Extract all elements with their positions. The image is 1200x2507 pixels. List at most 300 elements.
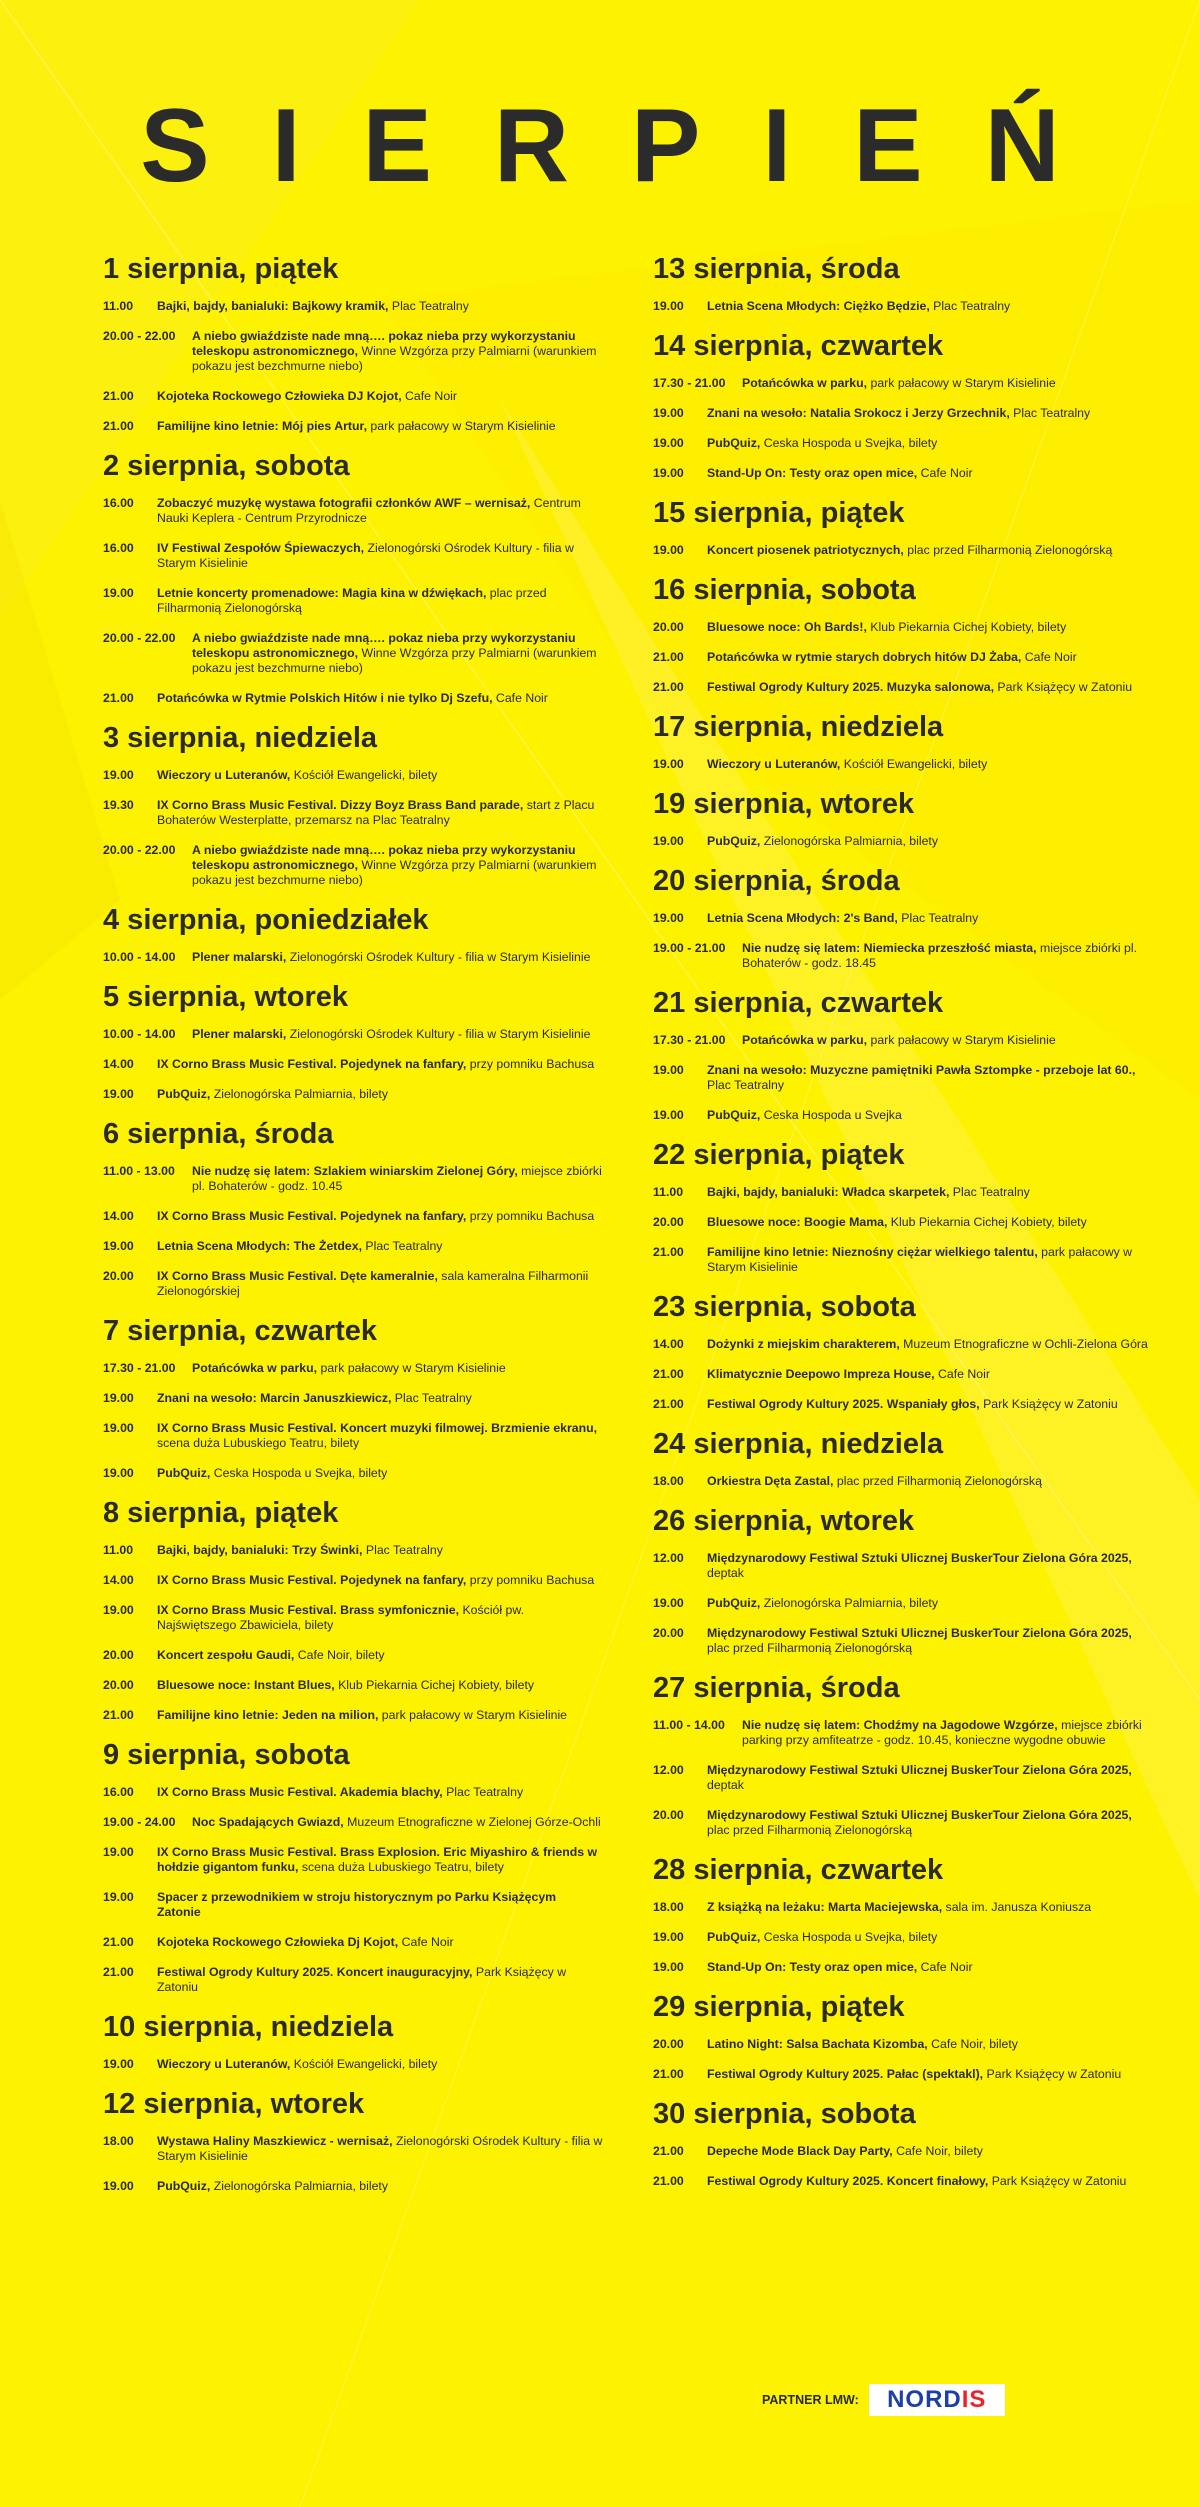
event-time: 19.00 (653, 406, 684, 420)
event-row (653, 406, 1153, 421)
event-row (653, 1900, 1153, 1915)
event-row (653, 620, 1153, 635)
event-venue: scena duża Lubuskiego Teatru, bilety (157, 1436, 360, 1450)
day-block (653, 1853, 1153, 1975)
event-venue: park pałacowy w Starym Kisielinie (378, 1708, 568, 1722)
event-description (157, 768, 603, 783)
event-venue: Zielonogórski Ośrodek Kultury - filia w Starym Kisielinie (286, 950, 591, 964)
event-time: 21.00 (653, 650, 684, 664)
event-title: IV Festiwal Zespołów Śpiewaczych, (157, 541, 365, 555)
event-description (157, 1391, 603, 1406)
event-row (103, 2134, 603, 2164)
event-row (103, 1543, 603, 1558)
event-time: 19.00 (653, 543, 684, 557)
event-description (707, 2144, 1153, 2159)
event-time: 18.00 (653, 1900, 684, 1914)
day-block (103, 2010, 603, 2072)
event-row (103, 1785, 603, 1800)
event-venue: Park Książęcy w Zatoniu (983, 2067, 1122, 2081)
event-time: 18.00 (103, 2134, 134, 2148)
event-description (707, 543, 1153, 558)
event-title: Letnia Scena Młodych: 2's Band, (707, 911, 898, 925)
day-block (653, 864, 1153, 971)
event-venue: Cafe Noir (917, 466, 973, 480)
event-row (103, 329, 603, 374)
event-venue: plac przed Filharmonią Zielonogórską (157, 586, 547, 615)
event-title: Festiwal Ogrody Kultury 2025. Koncert inauguracyjny, (157, 1965, 473, 1979)
event-time: 19.00 (653, 911, 684, 925)
event-time: 11.00 - 14.00 (653, 1718, 725, 1732)
partner-section (762, 2384, 1005, 2416)
event-venue: start z Placu Bohaterów Westerplatte, przemarsz na Plac Teatralny (157, 798, 595, 827)
partner-label: PARTNER LMW: (762, 2393, 859, 2407)
event-title: Znani na wesoło: Natalia Srokocz i Jerzy Grzechnik, (707, 406, 1010, 420)
event-row (103, 1269, 603, 1299)
event-venue: park pałacowy w Starym Kisielinie (367, 419, 556, 433)
event-time: 19.00 (653, 1596, 684, 1610)
event-venue: Cafe Noir (1021, 650, 1077, 664)
event-description (157, 2179, 603, 2194)
event-row (653, 941, 1153, 971)
event-description (157, 1708, 603, 1723)
event-row (653, 2067, 1153, 2082)
event-venue: Ceska Hospoda u Svejka, bilety (210, 1466, 388, 1480)
event-venue: park pałacowy w Starym Kisielinie (707, 1245, 1133, 1274)
event-venue: Plac Teatralny (391, 1391, 472, 1405)
event-row (103, 541, 603, 571)
event-row (103, 2179, 603, 2194)
event-time: 19.00 (103, 1603, 134, 1617)
event-row (653, 1474, 1153, 1489)
event-title: Międzynarodowy Festiwal Sztuki Ulicznej BuskerTour Zielona Góra 2025, (707, 1808, 1132, 1822)
event-venue: Plac Teatralny (388, 299, 469, 313)
event-description (707, 436, 1153, 451)
event-row (653, 1808, 1153, 1838)
event-time: 19.00 (653, 1930, 684, 1944)
event-time: 21.00 (103, 389, 134, 403)
event-title: PubQuiz, (157, 1087, 211, 1101)
event-row (653, 1930, 1153, 1945)
event-row (103, 843, 603, 888)
event-description (157, 1421, 603, 1451)
event-title: Międzynarodowy Festiwal Sztuki Ulicznej BuskerTour Zielona Góra 2025, (707, 1551, 1132, 1565)
event-time: 20.00 (653, 1215, 684, 1229)
event-description (707, 1367, 1153, 1382)
event-row (103, 1890, 603, 1920)
event-title: A niebo gwiaździste nade mną…. pokaz nieba przy wykorzystaniu teleskopu astronomicznego, (192, 329, 576, 358)
event-time: 14.00 (103, 1573, 134, 1587)
event-description (192, 1027, 603, 1042)
event-title: Koncert piosenek patriotycznych, (707, 543, 904, 557)
event-row (103, 1935, 603, 1950)
event-venue: Zielonogórski Ośrodek Kultury - filia w Starym Kisielinie (157, 2134, 603, 2163)
day-heading: 1 sierpnia, piątek (103, 253, 339, 285)
event-time: 19.00 (103, 1421, 134, 1435)
event-description (192, 1815, 603, 1830)
event-venue: Plac Teatralny (362, 1543, 443, 1557)
event-time: 17.30 - 21.00 (103, 1361, 176, 1375)
event-title: IX Corno Brass Music Festival. Brass symfonicznie, (157, 1603, 460, 1617)
event-description (707, 1626, 1153, 1656)
event-title: Bluesowe noce: Oh Bards!, (707, 620, 867, 634)
event-time: 20.00 (653, 620, 684, 634)
event-venue: Zielonogórski Ośrodek Kultury - filia w Starym Kisielinie (286, 1027, 591, 1041)
event-row (103, 419, 603, 434)
day-block (653, 710, 1153, 772)
event-title: PubQuiz, (707, 1930, 761, 1944)
event-time: 19.00 (653, 1063, 684, 1077)
day-block (103, 903, 603, 965)
event-title: Festiwal Ogrody Kultury 2025. Koncert finałowy, (707, 2174, 989, 2188)
event-title: Bajki, bajdy, banialuki: Trzy Świnki, (157, 1543, 363, 1557)
event-venue: scena duża Lubuskiego Teatru, bilety (298, 1860, 504, 1874)
day-heading: 9 sierpnia, sobota (103, 1739, 350, 1771)
event-title: Plener malarski, (192, 950, 287, 964)
day-heading: 21 sierpnia, czwartek (653, 987, 944, 1019)
event-title: Orkiestra Dęta Zastal, (707, 1474, 834, 1488)
event-description (157, 496, 603, 526)
event-time: 19.00 (103, 1466, 134, 1480)
event-row (653, 1337, 1153, 1352)
event-description (192, 1164, 603, 1194)
event-description (707, 2037, 1153, 2052)
event-title: Potańcówka w rytmie starych dobrych hitów DJ Żaba, (707, 650, 1022, 664)
event-time: 14.00 (103, 1209, 134, 1223)
event-title: PubQuiz, (707, 834, 761, 848)
event-description (157, 1087, 603, 1102)
event-venue: Cafe Noir, bilety (294, 1648, 385, 1662)
event-title: A niebo gwiaździste nade mną…. pokaz nieba przy wykorzystaniu teleskopu astronomicznego, (192, 631, 576, 660)
event-venue: Kościół Ewangelicki, bilety (840, 757, 988, 771)
event-title: Bajki, bajdy, banialuki: Bajkowy kramik, (157, 299, 389, 313)
event-time: 12.00 (653, 1551, 684, 1565)
day-heading: 20 sierpnia, środa (653, 865, 900, 897)
event-row (653, 1551, 1153, 1581)
event-time: 19.00 (653, 834, 684, 848)
event-description (157, 419, 603, 434)
event-title: Kojoteka Rockowego Człowieka DJ Kojot, (157, 389, 402, 403)
event-time: 11.00 (103, 299, 134, 313)
event-time: 21.00 (103, 419, 134, 433)
event-venue: Plac Teatralny (949, 1185, 1030, 1199)
event-venue: Plac Teatralny (897, 911, 979, 925)
event-venue: Cafe Noir (401, 389, 457, 403)
event-time: 19.00 (103, 1845, 134, 1859)
event-venue: park pałacowy w Starym Kisielinie (317, 1361, 506, 1375)
event-time: 21.00 (103, 1965, 134, 1979)
event-time: 16.00 (103, 1785, 134, 1799)
event-title: Latino Night: Salsa Bachata Kizomba, (707, 2037, 928, 2051)
event-row (653, 1596, 1153, 1611)
event-title: Festiwal Ogrody Kultury 2025. Muzyka salonowa, (707, 680, 995, 694)
event-description (157, 691, 603, 706)
event-time: 19.00 (653, 299, 684, 313)
event-title: IX Corno Brass Music Festival. Pojedynek na fanfary, (157, 1209, 467, 1223)
event-description (707, 834, 1153, 849)
event-row (103, 299, 603, 314)
event-row (653, 2174, 1153, 2189)
day-block (653, 1504, 1153, 1656)
day-block (653, 2097, 1153, 2189)
event-time: 20.00 (653, 1808, 684, 1822)
day-heading: 3 sierpnia, niedziela (103, 722, 377, 754)
event-description (707, 2067, 1153, 2082)
event-description (192, 950, 603, 965)
event-description (192, 329, 603, 374)
event-venue: plac przed Filharmonią Zielonogórską (903, 543, 1113, 557)
event-description (157, 299, 603, 314)
event-time: 20.00 - 22.00 (103, 843, 176, 857)
event-row (653, 680, 1153, 695)
event-description (157, 586, 603, 616)
day-block (653, 1671, 1153, 1838)
event-description (707, 680, 1153, 695)
event-row (103, 1027, 603, 1042)
event-row (653, 2144, 1153, 2159)
day-block (653, 329, 1153, 481)
event-venue: Plac Teatralny (707, 1078, 785, 1092)
day-block (103, 449, 603, 706)
day-heading: 4 sierpnia, poniedziałek (103, 904, 429, 936)
day-block (103, 1496, 603, 1723)
event-venue: Cafe Noir (398, 1935, 454, 1949)
event-row (653, 543, 1153, 558)
event-time: 14.00 (103, 1057, 134, 1071)
event-row (103, 1466, 603, 1481)
event-time: 11.00 - 13.00 (103, 1164, 175, 1178)
event-venue: Zielonogórski Ośrodek Kultury - filia w Starym Kisielinie (157, 541, 574, 570)
day-block (653, 1138, 1153, 1275)
event-venue: Park Książęcy w Zatoniu (994, 680, 1133, 694)
page-title: SIERPIEŃ (140, 88, 1122, 204)
event-title: Dożynki z miejskim charakterem, (707, 1337, 900, 1351)
event-title: Koncert zespołu Gaudi, (157, 1648, 295, 1662)
event-description (157, 1890, 603, 1920)
event-title: Wieczory u Luteranów, (157, 768, 291, 782)
event-description (157, 541, 603, 571)
day-heading: 19 sierpnia, wtorek (653, 788, 915, 820)
event-row (653, 1063, 1153, 1093)
event-description (157, 1209, 603, 1224)
event-venue: deptak (707, 1778, 744, 1792)
event-time: 20.00 (653, 1626, 684, 1640)
event-row (103, 1057, 603, 1072)
event-time: 19.00 - 24.00 (103, 1815, 176, 1829)
event-time: 20.00 - 22.00 (103, 631, 176, 645)
event-row (103, 1965, 603, 1995)
event-description (707, 1930, 1153, 1945)
day-heading: 30 sierpnia, sobota (653, 2098, 916, 2130)
day-heading: 15 sierpnia, piątek (653, 497, 905, 529)
day-block (653, 496, 1153, 558)
event-venue: Centrum Nauki Keplera - Centrum Przyrodnicze (157, 496, 581, 525)
event-title: Familijne kino letnie: Mój pies Artur, (157, 419, 367, 433)
event-description (157, 1057, 603, 1072)
event-description (157, 2057, 603, 2072)
event-venue: Cafe Noir, bilety (892, 2144, 983, 2158)
event-title: Wieczory u Luteranów, (707, 757, 841, 771)
event-description (742, 941, 1153, 971)
day-heading: 13 sierpnia, środa (653, 253, 900, 285)
day-block (653, 1990, 1153, 2082)
event-venue: deptak (707, 1566, 744, 1580)
event-description (157, 1239, 603, 1254)
event-description (157, 1965, 603, 1995)
event-row (653, 1397, 1153, 1412)
event-row (103, 798, 603, 828)
event-description (157, 1845, 603, 1875)
event-venue: Ceska Hospoda u Svejka, bilety (760, 436, 938, 450)
event-description (707, 1596, 1153, 1611)
event-time: 21.00 (653, 1245, 684, 1259)
event-title: Bluesowe noce: Instant Blues, (157, 1678, 335, 1692)
event-time: 19.00 (103, 1391, 134, 1405)
event-row (653, 834, 1153, 849)
event-description (707, 299, 1153, 314)
event-row (103, 2057, 603, 2072)
event-time: 19.30 (103, 798, 134, 812)
day-heading: 16 sierpnia, sobota (653, 574, 916, 606)
event-time: 19.00 (103, 768, 134, 782)
event-description (707, 1215, 1153, 1230)
event-description (707, 1474, 1153, 1489)
event-row (653, 757, 1153, 772)
event-time: 10.00 - 14.00 (103, 1027, 176, 1041)
event-description (192, 1361, 603, 1376)
day-block (653, 252, 1153, 314)
event-description (707, 1108, 1153, 1123)
event-row (103, 1603, 603, 1633)
event-title: Festiwal Ogrody Kultury 2025. Wspaniały głos, (707, 1397, 980, 1411)
event-row (653, 1108, 1153, 1123)
event-description (157, 1678, 603, 1693)
event-venue: plac przed Filharmonią Zielonogórską (707, 1823, 913, 1837)
event-time: 21.00 (103, 1935, 134, 1949)
event-row (103, 1815, 603, 1830)
event-venue: Klub Piekarnia Cichej Kobiety, bilety (887, 1215, 1087, 1229)
day-heading: 29 sierpnia, piątek (653, 1991, 905, 2023)
event-row (103, 1164, 603, 1194)
nordis-logo (869, 2384, 1005, 2416)
event-venue: Park Książęcy w Zatoniu (157, 1965, 567, 1994)
event-venue: Winne Wzgórza przy Palmiarni (warunkiem pokazu jest bezchmurne niebo) (192, 646, 597, 675)
day-heading: 22 sierpnia, piątek (653, 1139, 905, 1171)
event-time: 19.00 (653, 436, 684, 450)
event-time: 19.00 (653, 1960, 684, 1974)
event-venue: park pałacowy w Starym Kisielinie (867, 376, 1056, 390)
event-row (653, 1245, 1153, 1275)
event-title: Noc Spadających Gwiazd, (192, 1815, 344, 1829)
day-block (653, 986, 1153, 1123)
event-title: Familijne kino letnie: Nieznośny ciężar wielkiego talentu, (707, 1245, 1038, 1259)
event-row (103, 1845, 603, 1875)
day-heading: 8 sierpnia, piątek (103, 1497, 339, 1529)
event-time: 20.00 (653, 2037, 684, 2051)
event-row (653, 650, 1153, 665)
event-description (707, 650, 1153, 665)
event-row (103, 1421, 603, 1451)
event-time: 20.00 (103, 1269, 134, 1283)
event-row (653, 1185, 1153, 1200)
event-description (707, 1808, 1153, 1838)
event-time: 12.00 (653, 1763, 684, 1777)
event-title: PubQuiz, (707, 436, 761, 450)
event-title: Bajki, bajdy, banialuki: Władca skarpetek, (707, 1185, 950, 1199)
event-description (707, 1063, 1153, 1093)
event-venue: Winne Wzgórza przy Palmiarni (warunkiem pokazu jest bezchmurne niebo) (192, 858, 597, 887)
event-venue: Zielonogórska Palmiarnia, bilety (210, 1087, 389, 1101)
day-block (653, 787, 1153, 849)
event-description (707, 620, 1153, 635)
event-venue: przy pomniku Bachusa (466, 1209, 595, 1223)
event-description (192, 843, 603, 888)
event-title: Letnia Scena Młodych: The Żetdex, (157, 1239, 362, 1253)
day-block (103, 721, 603, 888)
event-time: 17.30 - 21.00 (653, 1033, 726, 1047)
event-time: 20.00 (103, 1648, 134, 1662)
event-description (157, 1543, 603, 1558)
event-title: IX Corno Brass Music Festival. Brass Explosion. Eric Miyashiro & friends w hołdzie gigantom funku, (157, 1845, 598, 1874)
event-venue: Zielonogórska Palmiarnia, bilety (760, 834, 939, 848)
event-title: Depeche Mode Black Day Party, (707, 2144, 893, 2158)
event-title: Międzynarodowy Festiwal Sztuki Ulicznej BuskerTour Zielona Góra 2025, (707, 1626, 1132, 1640)
event-description (157, 389, 603, 404)
event-row (103, 1678, 603, 1693)
event-title: Kojoteka Rockowego Człowieka Dj Kojot, (157, 1935, 399, 1949)
event-venue: Klub Piekarnia Cichej Kobiety, bilety (334, 1678, 535, 1692)
day-heading: 12 sierpnia, wtorek (103, 2088, 365, 2120)
event-venue: Cafe Noir, bilety (927, 2037, 1018, 2051)
event-venue: Kościół Ewangelicki, bilety (290, 2057, 438, 2071)
event-venue: przy pomniku Bachusa (466, 1057, 595, 1071)
event-title: IX Corno Brass Music Festival. Pojedynek na fanfary, (157, 1573, 467, 1587)
event-time: 21.00 (653, 1367, 684, 1381)
event-title: Spacer z przewodnikiem w stroju historycznym po Parku Książęcym Zatonie (157, 1890, 557, 1919)
event-description (742, 1033, 1153, 1048)
day-block (103, 1314, 603, 1481)
event-description (707, 1185, 1153, 1200)
event-description (707, 1960, 1153, 1975)
event-description (707, 466, 1153, 481)
event-title: Letnie koncerty promenadowe: Magia kina w dźwiękach, (157, 586, 487, 600)
event-time: 21.00 (103, 691, 134, 705)
event-venue: plac przed Filharmonią Zielonogórską (707, 1641, 913, 1655)
event-venue: park pałacowy w Starym Kisielinie (867, 1033, 1056, 1047)
event-row (103, 1239, 603, 1254)
day-block (103, 1117, 603, 1299)
day-heading: 7 sierpnia, czwartek (103, 1315, 378, 1347)
event-title: IX Corno Brass Music Festival. Dęte kameralnie, (157, 1269, 438, 1283)
event-venue: sala im. Janusza Koniusza (942, 1900, 1092, 1914)
event-venue: Cafe Noir (492, 691, 548, 705)
day-block (103, 252, 603, 434)
day-block (653, 573, 1153, 695)
day-heading: 28 sierpnia, czwartek (653, 1854, 944, 1886)
event-description (157, 1573, 603, 1588)
event-time: 21.00 (653, 680, 684, 694)
event-time: 21.00 (103, 1708, 134, 1722)
day-block (653, 1427, 1153, 1489)
day-heading: 6 sierpnia, środa (103, 1118, 334, 1150)
day-heading: 27 sierpnia, środa (653, 1672, 900, 1704)
event-description (157, 1935, 603, 1950)
event-time: 19.00 (103, 1239, 134, 1253)
event-time: 21.00 (653, 2174, 684, 2188)
event-row (653, 1718, 1153, 1748)
event-venue: przy pomniku Bachusa (466, 1573, 595, 1587)
day-heading: 26 sierpnia, wtorek (653, 1505, 915, 1537)
logo-text-main: NORD (887, 2386, 962, 2413)
